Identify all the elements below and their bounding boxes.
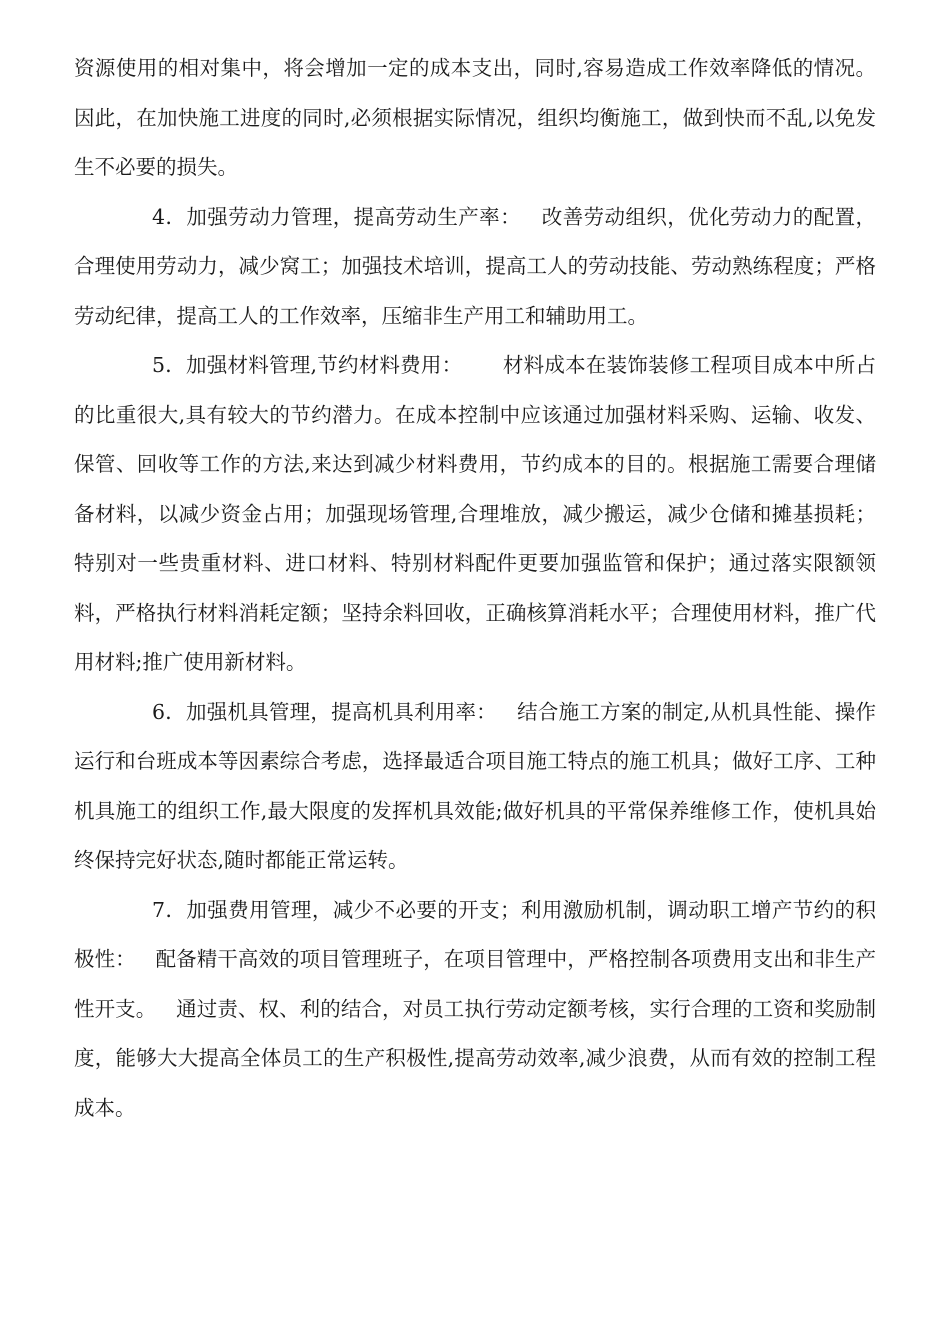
paragraph-labor-management: 4．加强劳动力管理，提高劳动生产率： 改善劳动组织，优化劳动力的配置，合理使用劳动力，减少窝工；加强技术培训，提高工人的劳动技能、劳动熟练程度；严格劳动纪律，提高工人的工作效率，压缩非生产用工和辅助用工。 bbox=[74, 204, 876, 328]
paragraph-continuation: 资源使用的相对集中，将会增加一定的成本支出，同时,容易造成工作效率降低的情况。因此，在加快施工进度的同时,必须根据实际情况，组织均衡施工，做到快而不乱,以免发生不必要的损失。 bbox=[74, 56, 876, 179]
paragraph-material-management: 5．加强材料管理,节约材料费用： 材料成本在装饰装修工程项目成本中所占的比重很大,具有较大的节约潜力。在成本控制中应该通过加强材料采购、运输、收发、保管、回收等工作的方法,来达到减少材料费用，节约成本的目的。根据施工需要合理储备材料，以减少资金占用；加强现场管理,合理堆放，减少搬运，减少仓储和摊基损耗；特别对一些贵重材料、进口材料、特别材料配件更要加强监管和保护；通过落实限额领料，严格执行材料消耗定额；坚持余料回收，正确核算消耗水平；合理使用材料，推广代用材料;推广使用新材料。 bbox=[74, 353, 876, 674]
paragraph-equipment-management: 6．加强机具管理，提高机具利用率： 结合施工方案的制定,从机具性能、操作运行和台班成本等因素综合考虑，选择最适合项目施工特点的施工机具；做好工序、工种机具施工的组织工作,最大限度的发挥机具效能;做好机具的平常保养维修工作，使机具始终保持完好状态,随时都能正常运转。 bbox=[74, 699, 876, 872]
document-page bbox=[74, 44, 876, 1133]
paragraph-expense-management: 7．加强费用管理，减少不必要的开支；利用激励机制，调动职工增产节约的积极性： 配备精干高效的项目管理班子，在项目管理中，严格控制各项费用支出和非生产性开支。 通过责、权、利的结合，对员工执行劳动定额考核，实行合理的工资和奖励制度，能够大大提高全体员工的生产积极性,提高劳动效率,减少浪费，从而有效的控制工程成本。 bbox=[74, 897, 876, 1120]
